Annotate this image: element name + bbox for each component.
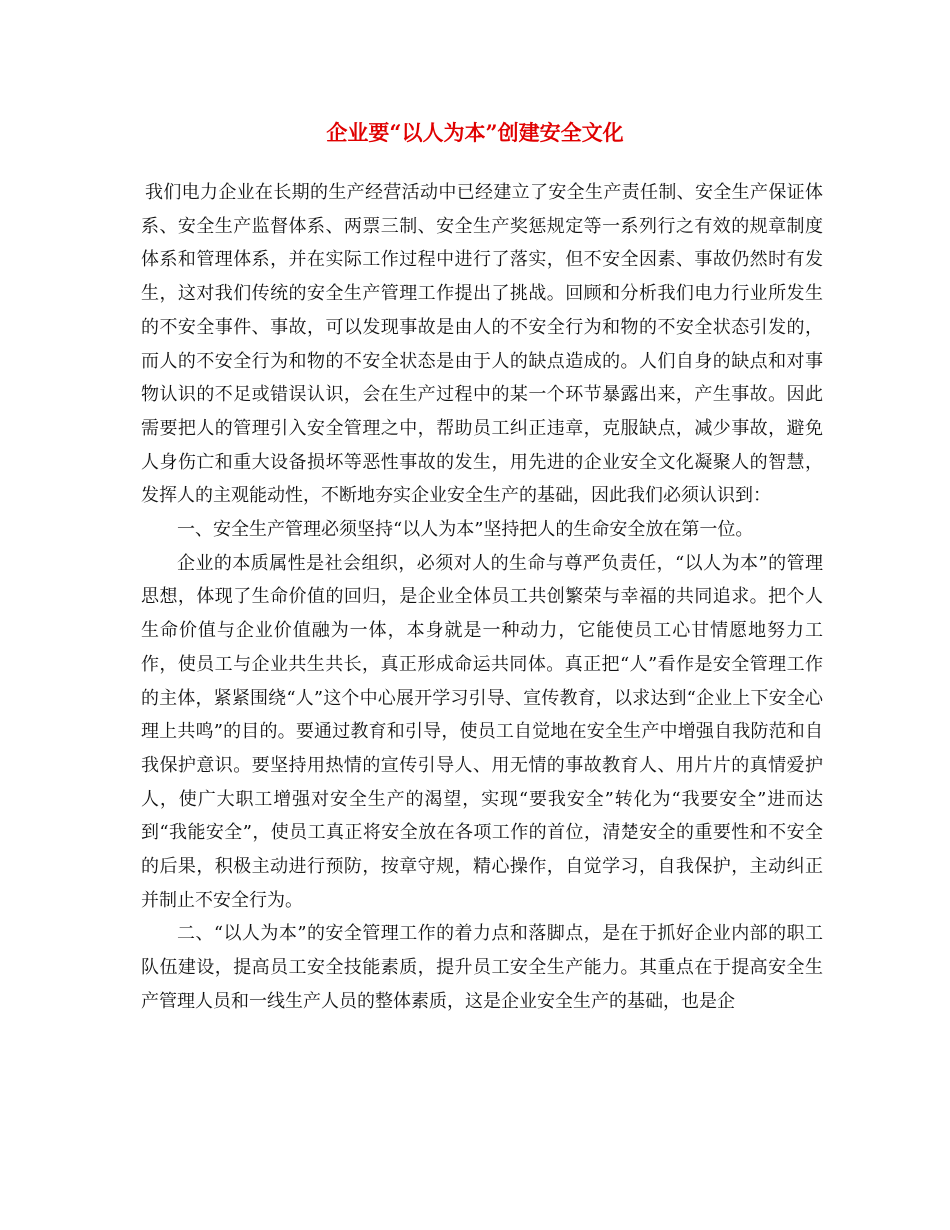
paragraph-section-two: 二、“以人为本”的安全管理工作的着力点和落脚点，是在于抓好企业内部的职工队伍建设，提高员工安全技能素质，提升员工安全生产能力。其重点在于提高安全生产管理人员和一线生产人员的整体素质，这是企业安全生产的基础，也是企 — [141, 923, 823, 1012]
document-body — [141, 176, 823, 1019]
paragraph-section-one-heading: 一、安全生产管理必须坚持“以人为本”坚持把人的生命安全放在第一位。 — [177, 519, 754, 541]
paragraph-intro: 我们电力企业在长期的生产经营活动中已经建立了安全生产责任制、安全生产保证体系、安全生产监督体系、两票三制、安全生产奖惩规定等一系列行之有效的规章制度体系和管理体系，并在实际工作过程中进行了落实，但不安全因素、事故仍然时有发生，这对我们传统的安全生产管理工作提出了挑战。回顾和分析我们电力行业所发生的不安全事件、事故，可以发现事故是由人的不安全行为和物的不安全状态引发的，而人的不安全行为和物的不安全状态是由于人的缺点造成的。人们自身的缺点和对事物认识的不足或错误认识，会在生产过程中的某一个环节暴露出来，产生事故。因此需要把人的管理引入安全管理之中，帮助员工纠正违章，克服缺点，减少事故，避免人身伤亡和重大设备损坏等恶性事故的发生，用先进的企业安全文化凝聚人的智慧，发挥人的主观能动性，不断地夯实企业安全生产的基础，因此我们必须认识到： — [141, 182, 823, 507]
paragraph-section-one-body: 企业的本质属性是社会组织，必须对人的生命与尊严负责任，“以人为本”的管理思想，体现了生命价值的回归，是企业全体员工共创繁荣与幸福的共同追求。把个人生命价值与企业价值融为一体，本身就是一种动力，它能使员工心甘情愿地努力工作，使员工与企业共生共长，真正形成命运共同体。真正把“人”看作是安全管理工作的主体，紧紧围绕“人”这个中心展开学习引导、宣传教育，以求达到“企业上下安全心理上共鸣”的目的。要通过教育和引导，使员工自觉地在安全生产中增强自我防范和自我保护意识。要坚持用热情的宣传引导人、用无情的事故教育人、用片片的真情爱护人，使广大职工增强对安全生产的渴望，实现“要我安全”转化为“我要安全”进而达到“我能安全”，使员工真正将安全放在各项工作的首位，清楚安全的重要性和不安全的后果，积极主动进行预防，按章守规，精心操作，自觉学习，自我保护，主动纠正并制止不安全行为。 — [141, 552, 823, 911]
document-title: 企业要“以人为本”创建安全文化 — [326, 120, 624, 145]
